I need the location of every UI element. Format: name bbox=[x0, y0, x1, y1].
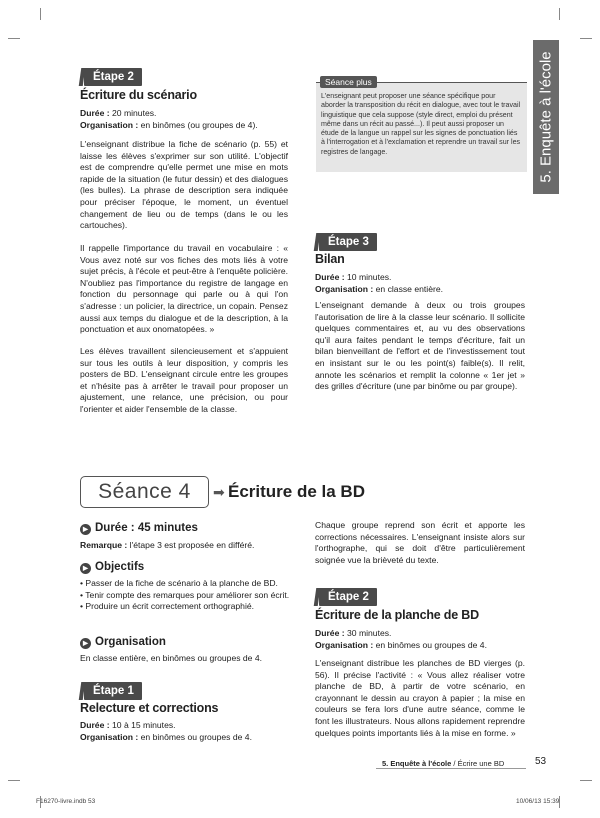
duree-heading: ▶ Durée : 45 minutes bbox=[80, 522, 198, 535]
crop-mark bbox=[8, 38, 20, 39]
arrow-right-icon: ➡ bbox=[213, 484, 225, 500]
paragraph: L'enseignant distribue la fiche de scénario (p. 55) et laisse les élèves s'exprimer sur son utilité. L'objectif est de comprendre qu'elle permet une mise en mots rapide de la situation (le futur dessin) et des dialogues (les bulles). La phrase de description sera indiquée pour préciser l'époque, le moment, un éventuel changement de lieu ou de temps (dans le ou les cartouches). bbox=[80, 139, 288, 231]
etape-badge: Étape 3 bbox=[319, 233, 377, 251]
etape-meta: Durée : 10 à 15 minutes. Organisation : en binômes ou groupes de 4. bbox=[80, 720, 252, 742]
objectifs-heading: ▶ Objectifs bbox=[80, 561, 144, 574]
chapter-side-tab-label: 5. Enquête à l'école bbox=[537, 51, 555, 183]
paragraph: Chaque groupe reprend son écrit et apporte les corrections nécessaires. L'enseignant insiste alors sur l'orthographe, qui se doit d'être particulièrement soignée vue la brièveté du texte. bbox=[315, 520, 525, 565]
footer-divider bbox=[376, 768, 526, 769]
seance-plus-label: Séance plus bbox=[320, 76, 377, 88]
seance-number-box: Séance 4 bbox=[80, 476, 209, 508]
etape-meta: Durée : 30 minutes. Organisation : en binômes ou groupes de 4. bbox=[315, 628, 487, 650]
paragraph: L'enseignant distribue les planches de BD vierges (p. 56). Il précise l'activité : « Vous allez réaliser votre planche de BD, à partir de votre scénario, en crayonnant le dessin au crayon à papier ; la mise en couleurs se fera lors d'une autre séance, comme le font les illustrateurs. Nous allons rapidement reprendre quelques points importants liés à la mise en forme. » bbox=[315, 658, 525, 738]
seance-title: Écriture de la BD bbox=[228, 482, 365, 501]
print-date-info: 10/06/13 15:39 bbox=[516, 798, 560, 805]
paragraph: Les élèves travaillent silencieusement et s'appuient sur tous les outils à leur disposition, y compris les posters de BD. L'enseignant circule entre les groupes et n'hésite pas à arrêter le travail pour proposer un ajustement, une relance, une précision, ou pour l'orienter et aider l'ensemble de la classe. bbox=[80, 346, 288, 414]
crop-mark bbox=[580, 38, 592, 39]
etape-meta: Durée : 20 minutes. Organisation : en binômes (ou groupes de 4). bbox=[80, 108, 258, 130]
list-item: • Passer de la fiche de scénario à la planche de BD. bbox=[80, 578, 278, 588]
crop-mark bbox=[8, 780, 20, 781]
play-icon: ▶ bbox=[80, 638, 91, 649]
organisation-text: En classe entière, en binômes ou groupes de 4. bbox=[80, 653, 263, 663]
remarque-line: Remarque : l'étape 3 est proposée en différé. bbox=[80, 540, 255, 550]
etape-badge: Étape 1 bbox=[84, 682, 142, 700]
etape-meta: Durée : 10 minutes. Organisation : en classe entière. bbox=[315, 272, 444, 294]
list-item: • Tenir compte des remarques pour améliorer son écrit. bbox=[80, 589, 290, 600]
seance-plus-box bbox=[316, 77, 527, 172]
chapter-side-tab bbox=[533, 40, 559, 194]
etape-badge: Étape 2 bbox=[84, 68, 142, 86]
crop-mark bbox=[559, 8, 560, 20]
crop-mark bbox=[40, 8, 41, 20]
list-item: • Produire un écrit correctement orthographié. bbox=[80, 601, 255, 612]
organisation-heading: ▶ Organisation bbox=[80, 636, 166, 649]
print-file-info: F16270-livre.indb 53 bbox=[36, 798, 96, 805]
paragraph: L'enseignant demande à deux ou trois groupes l'autorisation de lire à la classe leur scénario. Il sollicite quelques commentaires et, au vu des observations qu'il aura faites pendant le temps d'écriture, fait un bilan bienveillant de l'effort et de l'investissement tout en insistant sur le ou les point(s) faible(s). Il relit, annote les scénarios et remplit la colonne « 1er jet » des grilles d'écriture (une par binôme ou par groupe). bbox=[315, 300, 525, 392]
running-footer: 5. Enquête à l'école / Écrire une BD bbox=[382, 759, 505, 768]
etape-title: Bilan bbox=[315, 252, 345, 266]
play-icon: ▶ bbox=[80, 524, 91, 535]
page-number: 53 bbox=[535, 756, 547, 767]
etape-title: Écriture de la planche de BD bbox=[315, 608, 479, 622]
crop-mark bbox=[580, 780, 592, 781]
etape-title: Écriture du scénario bbox=[80, 88, 197, 102]
play-icon: ▶ bbox=[80, 563, 91, 574]
seance-plus-text: L'enseignant peut proposer une séance spécifique pour aborder la transposition du récit en dialogue, avec tout le travail linguistique que cela suppose (style direct, emploi du présent même dans un récit au passé...). Il peut aussi proposer un étude de la langue un rappel sur les signes de ponctuation liés à l'interrogation et à l'exclamation et reprendre un travail sur les registres de langage. bbox=[321, 92, 521, 156]
objectifs-list bbox=[80, 578, 290, 613]
paragraph: Il rappelle l'importance du travail en vocabulaire : « Vous avez noté sur vos fiches des mots liés à votre sujet précis, à l'école et peut-être à l'enquête policière. N'oubliez pas l'importance du registre de langage en fonction du personnage qui parle ou à qui l'on s'adresse : un policier, la directrice, un copain. Pensez aussi aux temps du dialogue et de la description, à la ponctuation et aux onomatopées. » bbox=[80, 243, 288, 335]
etape-title: Relecture et corrections bbox=[80, 701, 219, 715]
etape-badge: Étape 2 bbox=[319, 588, 377, 606]
